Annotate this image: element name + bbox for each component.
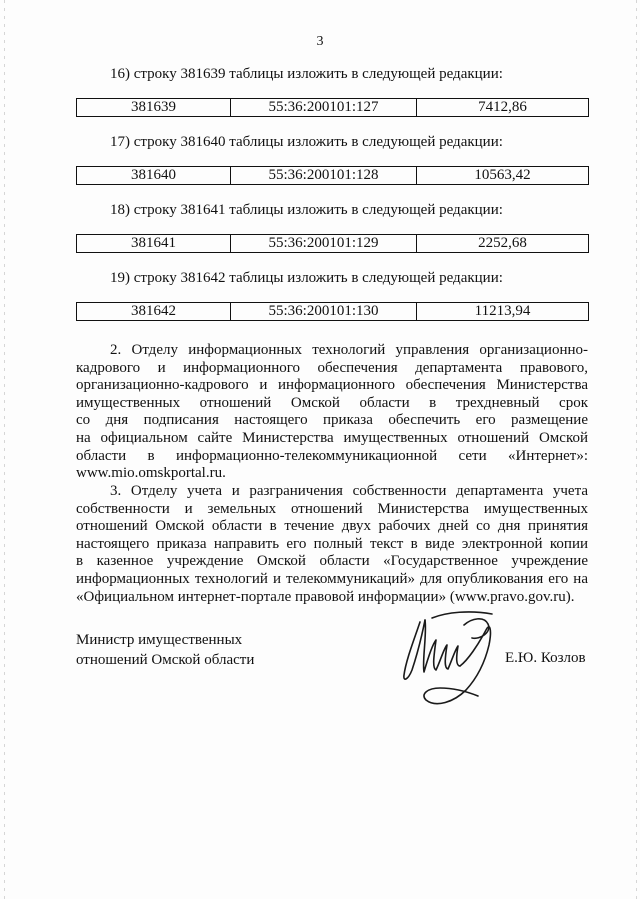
table-cell-id: 381641	[77, 235, 231, 253]
item-16-table	[76, 98, 589, 117]
table-cell-cadastral: 55:36:200101:127	[231, 99, 417, 117]
paragraph-line: со дня подписания настоящего приказа обеспечить его размещение	[76, 412, 588, 429]
table-cell-cadastral: 55:36:200101:128	[231, 167, 417, 185]
item-18-table	[76, 234, 589, 253]
paragraph-line: области в информационно-телекоммуникационной сети «Интернет»:	[76, 447, 588, 464]
item-18-text: 18) строку 381641 таблицы изложить в следующей редакции:	[110, 202, 503, 218]
item-17-table	[76, 166, 589, 185]
scan-edge-left	[4, 0, 5, 899]
signatory-title	[76, 630, 254, 670]
paragraph-line: отношений Омской области в течение двух рабочих дней со дня принятия	[76, 518, 588, 535]
paragraph-line: в казенное учреждение Омской области «Государственное учреждение	[76, 553, 588, 570]
paragraph-line: организационно-кадрового и информационного обеспечения Министерства	[76, 377, 588, 394]
paragraph-2	[76, 342, 588, 483]
signatory-name: Е.Ю. Козлов	[505, 650, 586, 666]
paragraph-line: настоящего приказа направить его полный текст в виде электронной копии	[76, 535, 588, 552]
item-16-text: 16) строку 381639 таблицы изложить в следующей редакции:	[110, 66, 503, 82]
paragraph-line: кадрового и информационного обеспечения департамента правового,	[76, 359, 588, 376]
item-19-text: 19) строку 381642 таблицы изложить в следующей редакции:	[110, 270, 503, 286]
item-17-text: 17) строку 381640 таблицы изложить в следующей редакции:	[110, 134, 503, 150]
table-cell-value: 10563,42	[417, 167, 589, 185]
table-cell-value: 11213,94	[417, 303, 589, 321]
table-cell-id: 381639	[77, 99, 231, 117]
signatory-title-line: отношений Омской области	[76, 652, 255, 668]
paragraph-3	[76, 483, 588, 606]
paragraph-line: на официальном сайте Министерства имущественных отношений Омской	[76, 429, 588, 446]
table-row	[77, 303, 589, 321]
paragraph-line: www.mio.omskportal.ru.	[76, 465, 226, 482]
handwritten-signature	[392, 600, 522, 715]
table-cell-value: 7412,86	[417, 99, 589, 117]
item-19-table	[76, 302, 589, 321]
paragraph-line: «Официальном интернет-портале правовой информации» (www.pravo.gov.ru).	[76, 588, 575, 605]
table-cell-value: 2252,68	[417, 235, 589, 253]
page-number: 3	[316, 34, 324, 49]
paragraph-line: имущественных отношений Омской области в трехдневный срок	[76, 394, 588, 411]
table-cell-cadastral: 55:36:200101:129	[231, 235, 417, 253]
scan-edge-right	[636, 0, 637, 899]
signatory-title-line: Министр имущественных	[76, 632, 243, 648]
table-row	[77, 167, 589, 185]
paragraph-line: 3. Отделу учета и разграничения собственности департамента учета	[110, 483, 588, 499]
table-row	[77, 235, 589, 253]
table-row	[77, 99, 589, 117]
table-cell-cadastral: 55:36:200101:130	[231, 303, 417, 321]
paragraph-line: информационных технологий и телекоммуникаций» для опубликования его на	[76, 570, 588, 587]
paragraph-line: 2. Отделу информационных технологий управления организационно-	[110, 342, 588, 358]
table-cell-id: 381640	[77, 167, 231, 185]
table-cell-id: 381642	[77, 303, 231, 321]
paragraph-line: собственности и земельных отношений Министерства имущественных	[76, 500, 588, 517]
